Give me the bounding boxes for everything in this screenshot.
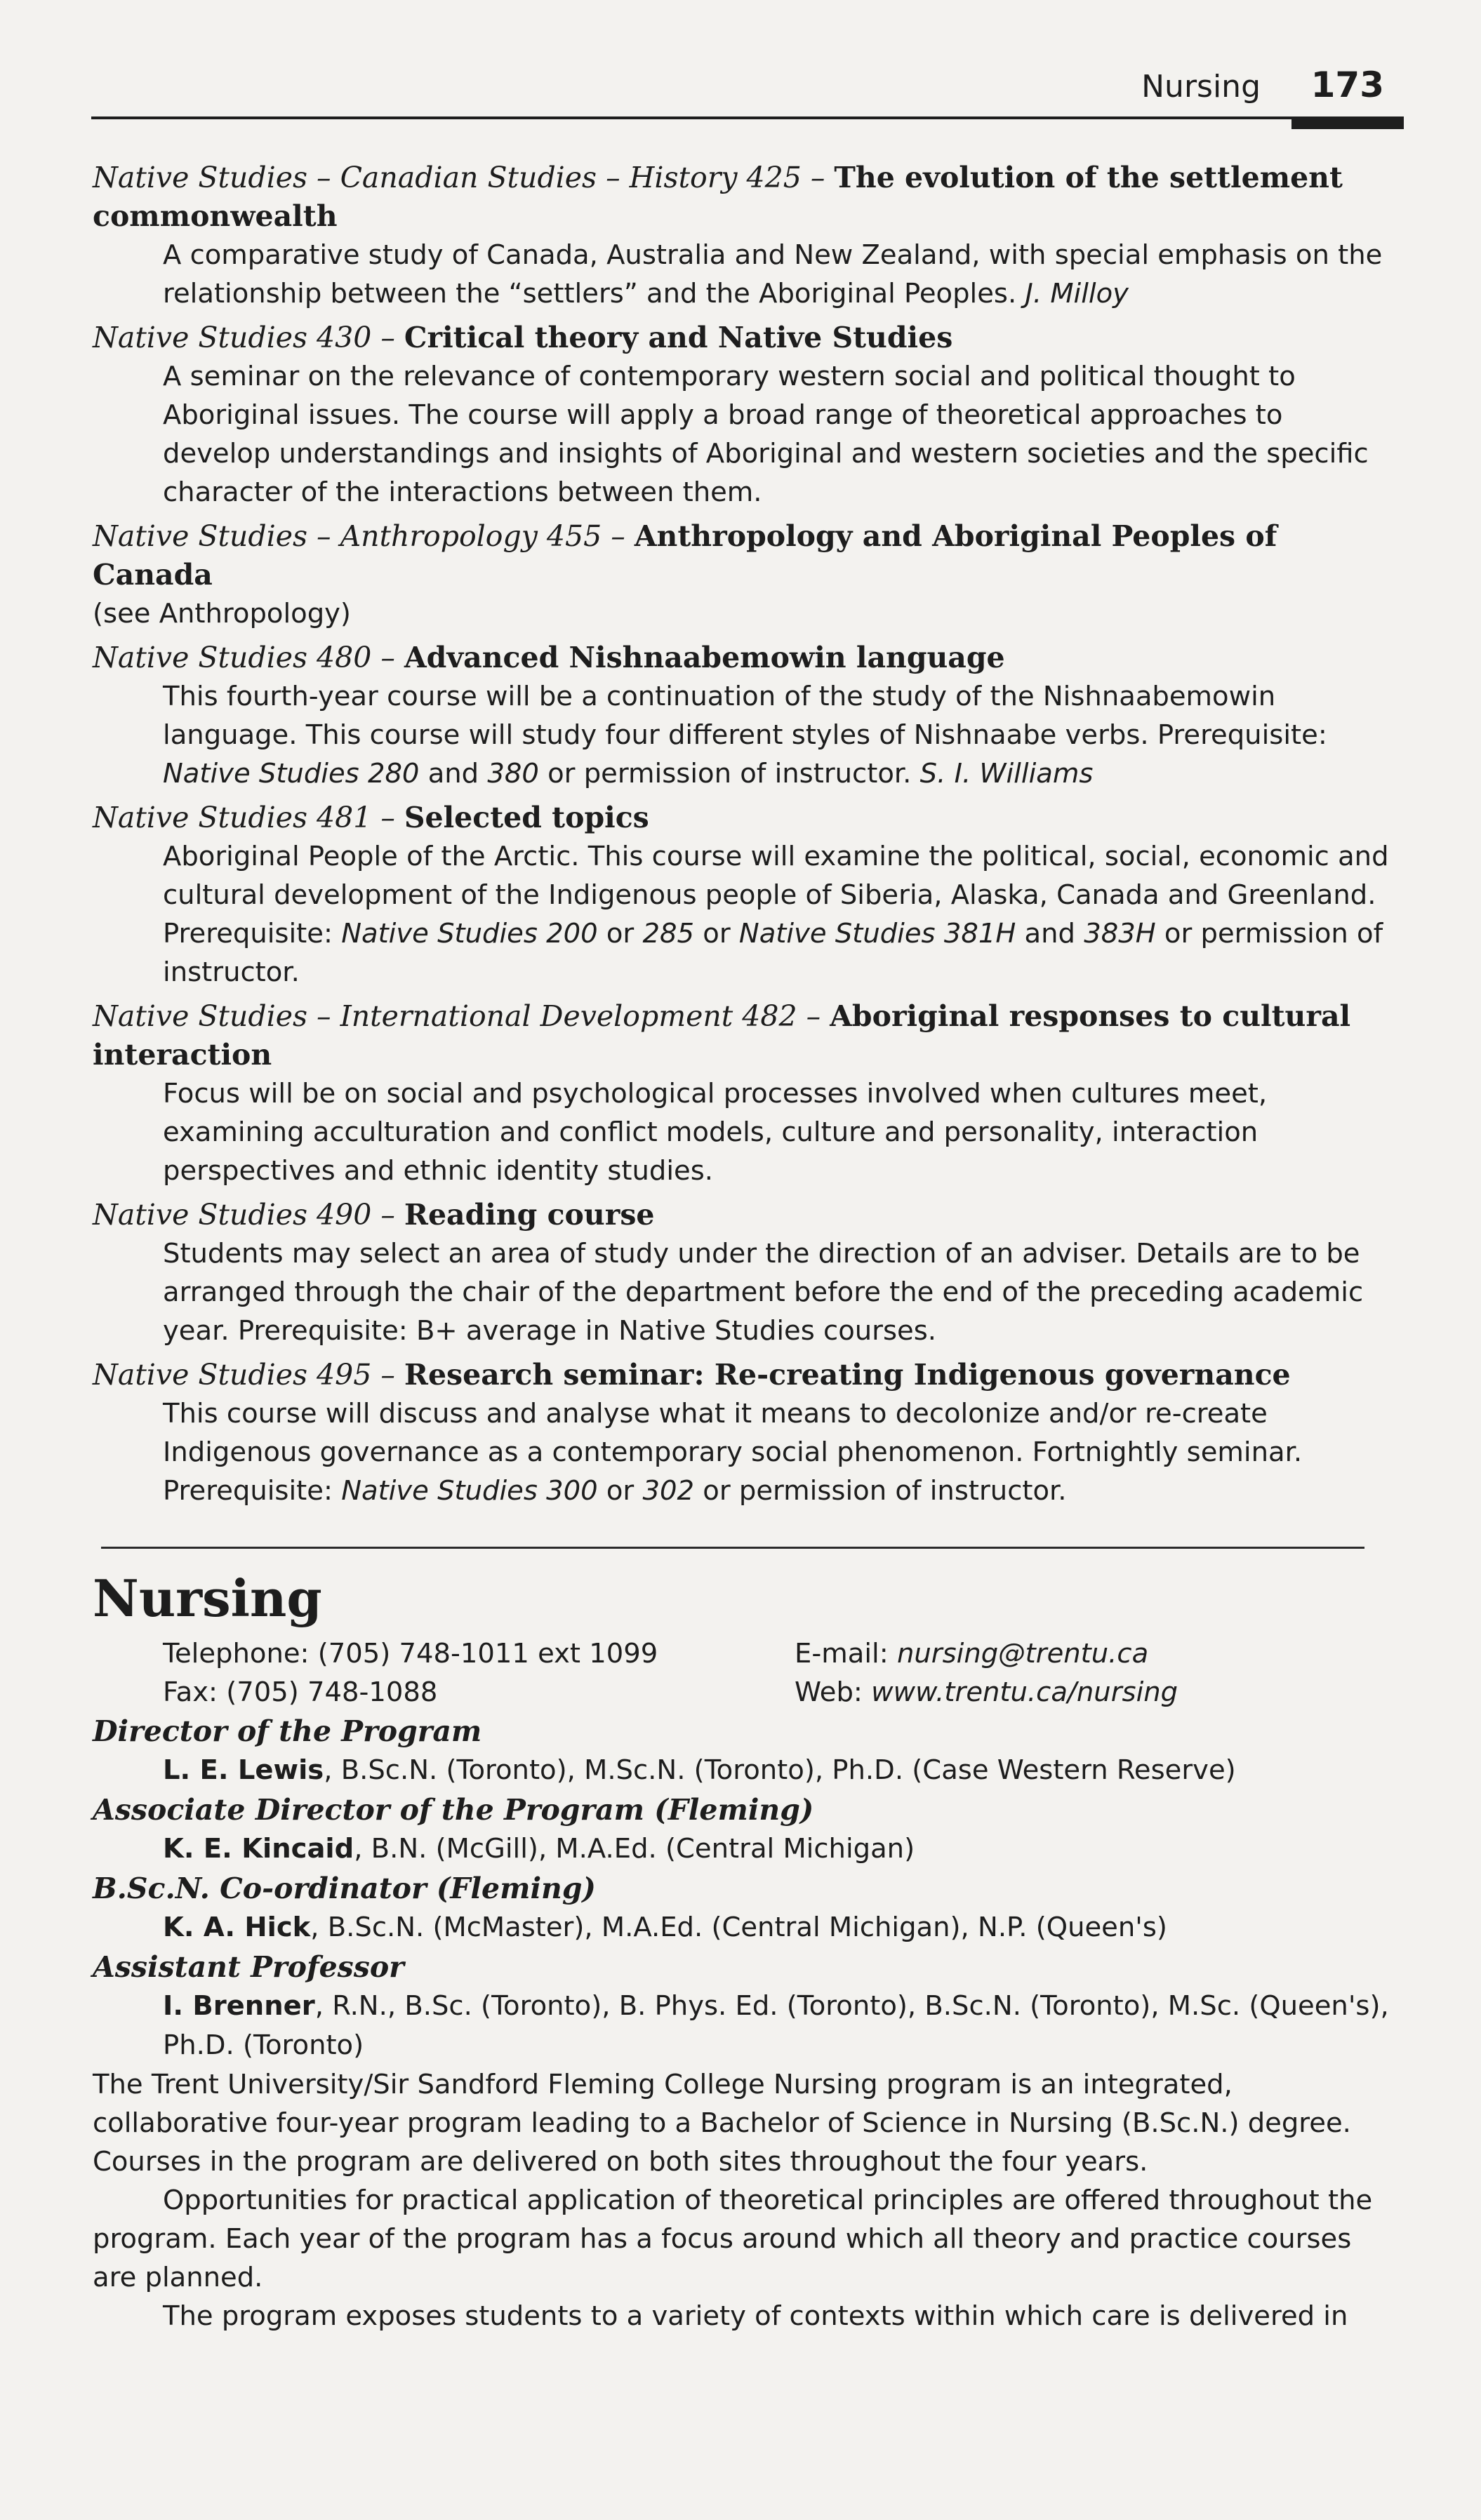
course-heading	[93, 997, 1398, 1074]
course-entry	[93, 517, 1398, 633]
course-heading	[93, 1356, 1398, 1394]
staff-role: Assistant Professor	[93, 1950, 404, 1984]
prerequisite-course: 302	[642, 1475, 695, 1507]
course-description	[93, 677, 1398, 793]
section-title: Nursing	[93, 1568, 322, 1628]
course-title: Reading course	[404, 1198, 655, 1232]
course-description	[93, 837, 1398, 992]
course-code: Native Studies – Anthropology 455 –	[93, 519, 625, 553]
contact-online	[795, 1634, 1178, 1712]
staff-credentials: , R.N., B.Sc. (Toronto), B. Phys. Ed. (Toronto), B.Sc.N. (Toronto), M.Sc. (Queen's), Ph.D. (Toronto)	[163, 1990, 1389, 2061]
course-description	[93, 236, 1398, 313]
staff-credentials: , B.Sc.N. (McMaster), M.A.Ed. (Central Michigan), N.P. (Queen's)	[310, 1912, 1167, 1943]
course-desc-text: This fourth-year course will be a continuation of the study of the Nishnaabemowin language. This course will study four different styles of Nishnaabe verbs. Prerequisite:	[163, 681, 1327, 751]
prerequisite-join: and	[1024, 918, 1075, 949]
web-line	[795, 1673, 1178, 1712]
course-title: Selected topics	[404, 801, 649, 834]
course-entry	[93, 799, 1398, 992]
prerequisite-course: 383H	[1084, 918, 1156, 949]
staff-member	[93, 1751, 1398, 1790]
program-paragraph: The program exposes students to a variety of contexts within which care is delivered in	[163, 2300, 1348, 2332]
course-instructor: J. Milloy	[1025, 278, 1129, 309]
course-desc-text: Students may select an area of study under the direction of an adviser. Details are to be arranged through the chair of the department before the end of the preceding academic year. Prerequisite: B+ average in Native Studies courses.	[163, 1238, 1364, 1347]
staff-role: Director of the Program	[93, 1714, 482, 1748]
staff-credentials: , B.N. (McGill), M.A.Ed. (Central Michigan)	[354, 1833, 915, 1865]
prerequisite-course: Native Studies 200	[341, 918, 598, 949]
prerequisite-course: 380	[487, 758, 539, 789]
prerequisite-end: or permission of instructor.	[703, 1475, 1067, 1507]
page-content	[93, 159, 1398, 2335]
staff-member	[93, 1829, 1398, 1869]
telephone: Telephone: (705) 748-1011 ext 1099	[163, 1638, 658, 1669]
page-header	[91, 65, 1401, 114]
prerequisite-join: or	[606, 1475, 635, 1507]
prerequisite-join: and	[427, 758, 479, 789]
course-heading	[93, 639, 1398, 677]
course-title: Advanced Nishnaabemowin language	[404, 641, 1005, 674]
course-entry	[93, 319, 1398, 512]
prerequisite-join: or	[606, 918, 635, 949]
prerequisite-end: or permission of instructor.	[547, 758, 912, 789]
staff-name: I. Brenner	[163, 1990, 315, 2022]
course-instructor: S. I. Williams	[919, 758, 1094, 789]
course-code: Native Studies 481 –	[93, 801, 395, 834]
course-desc-text: A seminar on the relevance of contemporary western social and political thought to Aboriginal issues. The course will apply a broad range of theoretical approaches to develop understandings and insights of Aboriginal and western societies and the specific character of the interactions between them.	[163, 361, 1369, 508]
course-description	[93, 1394, 1398, 1510]
course-description	[93, 1234, 1398, 1350]
staff-role: Associate Director of the Program (Fleming)	[93, 1793, 814, 1827]
staff-name: K. E. Kincaid	[163, 1833, 354, 1865]
header-rule	[91, 116, 1404, 119]
staff-role: B.Sc.N. Co-ordinator (Fleming)	[93, 1872, 596, 1905]
staff-member	[93, 1908, 1398, 1947]
course-description	[93, 357, 1398, 512]
program-paragraph: The Trent University/Sir Sandford Fleming College Nursing program is an integrated, collaborative four-year program leading to a Bachelor of Science in Nursing (B.Sc.N.) degree. Courses in the program are delivered on both sites throughout the four years.	[93, 2069, 1351, 2178]
course-heading	[93, 159, 1398, 236]
email-address[interactable]: nursing@trentu.ca	[896, 1638, 1149, 1669]
course-see-reference: (see Anthropology)	[93, 598, 351, 629]
course-entry	[93, 1196, 1398, 1350]
course-title: Critical theory and Native Studies	[404, 321, 953, 354]
course-heading	[93, 799, 1398, 837]
course-title: Research seminar: Re-creating Indigenous governance	[404, 1358, 1291, 1392]
web-label: Web:	[795, 1676, 863, 1708]
running-head-section: Nursing	[1141, 69, 1261, 105]
staff-name: K. A. Hick	[163, 1912, 311, 1943]
fax: Fax: (705) 748-1088	[163, 1676, 438, 1708]
course-heading	[93, 319, 1398, 357]
course-title: Anthropology and Aboriginal Peoples of Canada	[93, 519, 1277, 592]
course-heading	[93, 1196, 1398, 1234]
course-entry	[93, 639, 1398, 793]
course-title: Aboriginal responses to cultural interaction	[93, 999, 1351, 1072]
course-desc-text: A comparative study of Canada, Australia and New Zealand, with special emphasis on the relationship between the “settlers” and the Aboriginal Peoples.	[163, 239, 1383, 309]
course-entry	[93, 159, 1398, 313]
course-desc-text: Aboriginal People of the Arctic. This course will examine the political, social, economic and cultural development of the Indigenous people of Siberia, Alaska, Canada and Greenland. Prerequisite:	[163, 841, 1389, 949]
staff-name: L. E. Lewis	[163, 1754, 324, 1786]
course-code: Native Studies – Canadian Studies – History 425 –	[93, 161, 825, 194]
course-code: Native Studies – International Development 482 –	[93, 999, 821, 1033]
course-code: Native Studies 430 –	[93, 321, 395, 354]
prerequisite-course: Native Studies 280	[163, 758, 420, 789]
course-description	[93, 1074, 1398, 1190]
course-code: Native Studies 490 –	[93, 1198, 395, 1232]
staff-credentials: , B.Sc.N. (Toronto), M.Sc.N. (Toronto), Ph.D. (Case Western Reserve)	[324, 1754, 1236, 1786]
header-rule-tab	[1291, 116, 1404, 129]
section-divider	[101, 1547, 1364, 1549]
course-title: The evolution of the settlement commonwealth	[93, 161, 1343, 233]
course-description	[93, 594, 1398, 633]
email-line	[795, 1634, 1178, 1673]
prerequisite-join: or	[703, 918, 731, 949]
prerequisite-end: or permission of instructor.	[163, 918, 1383, 988]
program-paragraph: Opportunities for practical application of theoretical principles are offered throughout the program. Each year of the program has a focus around which all theory and practice courses are planned.	[93, 2185, 1373, 2293]
course-desc-text: Focus will be on social and psychological processes involved when cultures meet, examining acculturation and conflict models, culture and personality, interaction perspectives and ethnic identity studies.	[163, 1078, 1268, 1187]
course-desc-text: This course will discuss and analyse what it means to decolonize and/or re-create Indigenous governance as a contemporary social phenomenon. Fortnightly seminar. Prerequisite:	[163, 1398, 1303, 1507]
email-label: E-mail:	[795, 1638, 889, 1669]
course-code: Native Studies 495 –	[93, 1358, 395, 1392]
page-number: 173	[1310, 65, 1384, 105]
prerequisite-course: 285	[642, 918, 695, 949]
prerequisite-course: Native Studies 300	[341, 1475, 598, 1507]
web-address[interactable]: www.trentu.ca/nursing	[871, 1676, 1178, 1708]
course-heading	[93, 517, 1398, 594]
contact-block	[93, 1634, 1398, 1712]
prerequisite-course: Native Studies 381H	[738, 918, 1016, 949]
course-code: Native Studies 480 –	[93, 641, 395, 674]
staff-member	[93, 1987, 1398, 2065]
course-entry	[93, 1356, 1398, 1510]
course-entry	[93, 997, 1398, 1190]
